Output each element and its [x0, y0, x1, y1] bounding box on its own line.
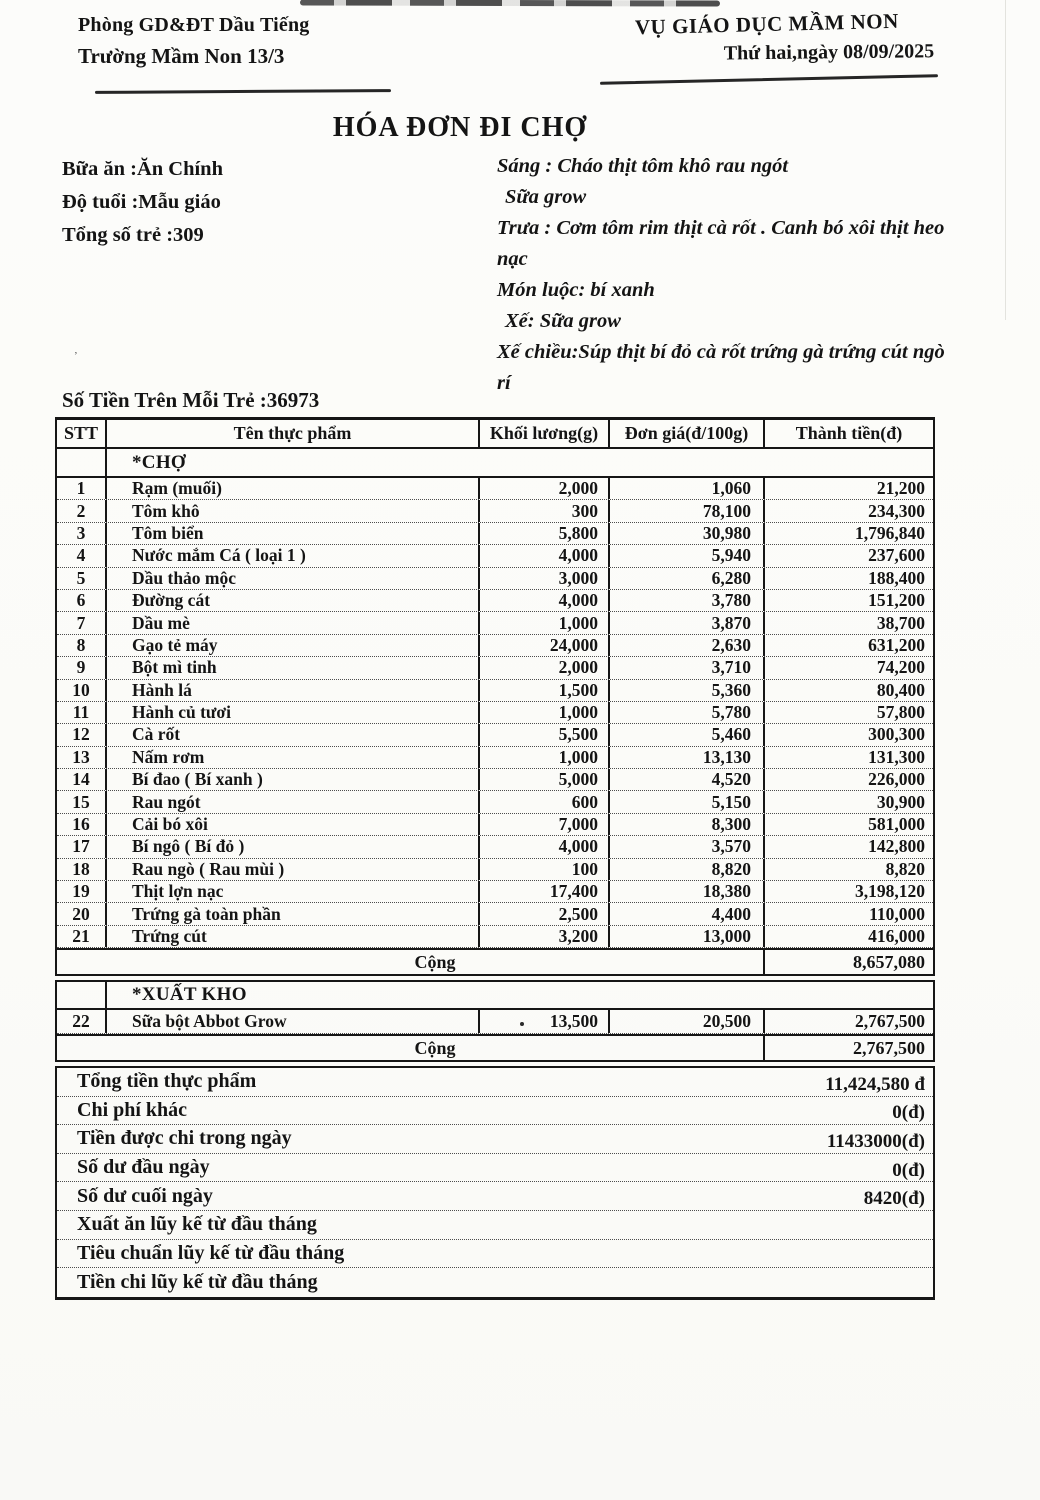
row-food-name: Bí đao ( Bí xanh )	[107, 769, 480, 790]
summary-row	[57, 1240, 933, 1269]
row-amount: 57,800	[876, 702, 925, 723]
row-food-name: Sữa bột Abbot Grow	[107, 1010, 480, 1033]
table-row	[57, 545, 933, 567]
letterhead-left-rule	[95, 89, 391, 94]
market-section-row	[57, 449, 933, 478]
row-food-name: Nấm rơm	[107, 747, 480, 768]
summary-value: 8420(đ)	[863, 1188, 925, 1210]
row-unit-price: 5,360	[610, 680, 765, 701]
scan-artifact-speck: ’	[74, 350, 78, 362]
row-weight: 5,000	[480, 769, 610, 790]
row-amount: 131,300	[868, 746, 925, 767]
row-food-name: Trứng cút	[107, 926, 480, 947]
row-unit-price: 2,630	[610, 635, 765, 656]
row-weight: 13,500	[480, 1010, 610, 1033]
menu-boiled-dish: Món luộc: bí xanh	[497, 279, 655, 301]
row-weight: 4,000	[480, 545, 610, 566]
row-weight: 1,000	[480, 702, 610, 723]
row-food-name: Thịt lợn nạc	[107, 881, 480, 902]
table-row	[57, 791, 933, 813]
row-weight: 7,000	[480, 814, 610, 835]
summary-row	[57, 1211, 933, 1240]
row-weight: 24,000	[480, 635, 610, 656]
row-unit-price: 5,460	[610, 724, 765, 745]
row-weight: 2,000	[480, 478, 610, 499]
summary-label: Số dư đầu ngày	[77, 1156, 210, 1179]
summary-row	[57, 1182, 933, 1211]
row-stt: 4	[57, 545, 107, 566]
row-amount: 38,700	[876, 612, 925, 633]
summary-label: Tiền được chi trong ngày	[77, 1127, 292, 1150]
summary-label: Chi phí khác	[77, 1098, 188, 1121]
table-row	[57, 635, 933, 657]
row-stt: 22	[57, 1010, 107, 1033]
summary-label: Tổng tiền thực phẩm	[77, 1070, 257, 1093]
row-weight: 3,200	[480, 926, 610, 947]
scan-artifact-edge-line	[1005, 0, 1006, 320]
row-amount: 30,900	[876, 791, 925, 812]
row-food-name: Dầu thảo mộc	[107, 568, 480, 589]
meal-info	[62, 153, 223, 252]
table-row	[57, 747, 933, 769]
letterhead-left	[78, 14, 310, 69]
summary-row	[57, 1154, 933, 1183]
row-stt: 7	[57, 612, 107, 633]
summary-box	[55, 1066, 935, 1300]
section-stt-blank	[57, 982, 107, 1008]
menu-lunch: Trưa : Cơm tôm rim thịt cà rốt . Canh bó xôi thịt heo nạc	[497, 217, 945, 270]
meal-type: Bữa ăn :Ăn Chính	[62, 158, 223, 180]
authority-name: VỤ GIÁO DỤC MẦM NON	[634, 8, 900, 40]
table-row	[57, 568, 933, 590]
row-unit-price: 5,780	[610, 702, 765, 723]
row-weight: 4,000	[480, 590, 610, 611]
row-weight: 1,000	[480, 612, 610, 633]
row-unit-price: 18,380	[610, 881, 765, 902]
summary-value: 0(đ)	[892, 1159, 925, 1181]
row-amount: 80,400	[876, 679, 925, 700]
market-total-row	[57, 948, 933, 974]
market-total-label: Cộng	[57, 950, 765, 974]
row-unit-price: 4,400	[610, 903, 765, 924]
row-stt: 18	[57, 859, 107, 880]
row-weight: 4,000	[480, 836, 610, 857]
table-row	[57, 590, 933, 612]
summary-value: 0(đ)	[892, 1102, 925, 1124]
row-food-name: Bí ngô ( Bí đỏ )	[107, 836, 480, 857]
warehouse-total-row	[57, 1034, 933, 1060]
table-row	[57, 881, 933, 903]
row-amount: 74,200	[876, 657, 925, 678]
row-unit-price: 6,280	[610, 568, 765, 589]
row-amount: 226,000	[868, 769, 925, 790]
row-weight: 100	[480, 859, 610, 880]
summary-label: Tiêu chuẩn lũy kế từ đầu tháng	[77, 1241, 345, 1264]
summary-value: 11,424,580 đ	[825, 1073, 925, 1095]
row-weight: 2,000	[480, 657, 610, 678]
children-count: Tổng số trẻ :309	[62, 224, 204, 246]
row-stt: 11	[57, 702, 107, 723]
menu-morning: Sáng : Cháo thịt tôm khô rau ngót	[497, 155, 789, 177]
row-unit-price: 8,300	[610, 814, 765, 835]
market-rows	[57, 478, 933, 948]
row-unit-price: 5,940	[610, 545, 765, 566]
warehouse-section-row	[57, 982, 933, 1010]
warehouse-table	[55, 980, 935, 1062]
row-stt: 10	[57, 680, 107, 701]
table-row	[57, 702, 933, 724]
table-row	[57, 903, 933, 925]
market-table	[55, 417, 935, 976]
warehouse-total-value: 2,767,500	[853, 1037, 925, 1058]
summary-row	[57, 1268, 933, 1297]
row-food-name: Nước mắm Cá ( loại 1 )	[107, 545, 480, 566]
row-amount: 234,300	[868, 500, 925, 521]
row-stt: 6	[57, 590, 107, 611]
scan-artifact-top-smudge	[300, 0, 720, 7]
row-stt: 3	[57, 523, 107, 544]
row-amount: 631,200	[868, 634, 925, 655]
summary-row	[57, 1097, 933, 1126]
row-unit-price: 20,500	[610, 1010, 765, 1033]
row-stt: 16	[57, 814, 107, 835]
table-row	[57, 926, 933, 948]
warehouse-section-label: *XUẤT KHO	[132, 984, 247, 1005]
summary-value: 11433000(đ)	[826, 1130, 925, 1152]
row-amount: 581,000	[868, 814, 925, 835]
document-date: Thứ hai,ngày 08/09/2025	[723, 40, 935, 65]
table-row	[57, 769, 933, 791]
row-stt: 14	[57, 769, 107, 790]
summary-label: Xuất ăn lũy kế từ đầu tháng	[77, 1213, 317, 1236]
row-amount: 151,200	[868, 590, 925, 611]
row-amount: 300,300	[868, 724, 925, 745]
row-weight: 2,500	[480, 903, 610, 924]
row-unit-price: 13,130	[610, 747, 765, 768]
menu-snack: Xế: Sữa grow	[505, 310, 621, 332]
summary-row	[57, 1068, 933, 1097]
row-food-name: Hành củ tươi	[107, 702, 480, 723]
table-row	[57, 859, 933, 881]
row-food-name: Bột mì tinh	[107, 657, 480, 678]
row-unit-price: 3,780	[610, 590, 765, 611]
header-weight: Khối lương(g)	[480, 420, 610, 447]
row-amount: 110,000	[869, 903, 925, 924]
letterhead-right	[596, 10, 939, 67]
table-header-row	[57, 420, 933, 449]
menu-milk: Sữa grow	[505, 186, 587, 208]
row-weight: 1,000	[480, 747, 610, 768]
market-total-value: 8,657,080	[853, 951, 925, 972]
row-food-name: Đường cát	[107, 590, 480, 611]
row-food-name: Rạm (muối)	[107, 478, 480, 499]
row-weight: 17,400	[480, 881, 610, 902]
department-name: Phòng GD&ĐT Dầu Tiếng	[78, 14, 310, 36]
header-amount: Thành tiền(đ)	[795, 423, 903, 443]
row-stt: 15	[57, 791, 107, 812]
row-weight: 1,500	[480, 680, 610, 701]
row-amount: 2,767,500	[855, 1011, 925, 1031]
row-unit-price: 30,980	[610, 523, 765, 544]
table-row	[57, 500, 933, 522]
table-row	[57, 1010, 933, 1034]
warehouse-rows	[57, 1010, 933, 1034]
row-stt: 9	[57, 657, 107, 678]
table-row	[57, 478, 933, 500]
table-row	[57, 657, 933, 679]
row-stt: 12	[57, 724, 107, 745]
row-food-name: Cải bó xôi	[107, 814, 480, 835]
market-section-label: *CHỢ	[132, 451, 186, 473]
row-amount: 1,796,840	[855, 522, 925, 543]
table-row	[57, 814, 933, 836]
row-amount: 8,820	[885, 858, 925, 879]
table-row	[57, 680, 933, 702]
row-food-name: Rau ngót	[107, 791, 480, 812]
row-amount: 142,800	[868, 836, 925, 857]
header-unit-price: Đơn giá(đ/100g)	[610, 420, 765, 447]
row-unit-price: 3,570	[610, 836, 765, 857]
row-food-name: Trứng gà toàn phần	[107, 903, 480, 924]
menu-afternoon-snack: Xế chiều:Súp thịt bí đỏ cà rốt trứng gà trứng cút ngò rí	[497, 341, 945, 394]
daily-menu	[497, 151, 955, 399]
row-unit-price: 5,150	[610, 791, 765, 812]
row-food-name: Cà rốt	[107, 724, 480, 745]
page-title: HÓA ĐƠN ĐI CHỢ	[332, 112, 588, 143]
row-weight: 300	[480, 500, 610, 521]
row-food-name: Rau ngò ( Rau mùi )	[107, 859, 480, 880]
row-unit-price: 8,820	[610, 859, 765, 880]
amount-per-child: Số Tiền Trên Mỗi Trẻ :36973	[62, 388, 320, 412]
row-stt: 13	[57, 747, 107, 768]
row-stt: 20	[57, 903, 107, 924]
row-food-name: Gạo tẻ máy	[107, 635, 480, 656]
row-stt: 1	[57, 478, 107, 499]
row-stt: 2	[57, 500, 107, 521]
row-amount: 416,000	[868, 926, 925, 946]
row-unit-price: 3,710	[610, 657, 765, 678]
row-amount: 21,200	[876, 478, 925, 499]
summary-label: Số dư cuối ngày	[77, 1184, 213, 1207]
row-stt: 19	[57, 881, 107, 902]
row-weight: 3,000	[480, 568, 610, 589]
letterhead-right-rule	[600, 74, 938, 85]
section-stt-blank	[57, 449, 107, 476]
row-amount: 237,600	[868, 545, 925, 566]
row-food-name: Tôm khô	[107, 500, 480, 521]
row-stt: 5	[57, 568, 107, 589]
row-amount: 188,400	[868, 567, 925, 588]
row-unit-price: 3,870	[610, 612, 765, 633]
row-unit-price: 13,000	[610, 926, 765, 947]
summary-row	[57, 1125, 933, 1154]
row-stt: 21	[57, 926, 107, 947]
age-group: Độ tuổi :Mẫu giáo	[62, 191, 221, 213]
table-row	[57, 724, 933, 746]
row-stt: 17	[57, 836, 107, 857]
school-name: Trường Mầm Non 13/3	[78, 44, 285, 68]
warehouse-total-label: Cộng	[57, 1036, 765, 1060]
row-weight: 5,500	[480, 724, 610, 745]
row-stt: 8	[57, 635, 107, 656]
row-food-name: Hành lá	[107, 680, 480, 701]
row-weight: 5,800	[480, 523, 610, 544]
table-row	[57, 836, 933, 858]
row-unit-price: 4,520	[610, 769, 765, 790]
header-food-name: Tên thực phẩm	[107, 420, 480, 447]
table-row	[57, 523, 933, 545]
row-weight: 600	[480, 791, 610, 812]
table-row	[57, 612, 933, 634]
row-unit-price: 1,060	[610, 478, 765, 499]
row-unit-price: 78,100	[610, 500, 765, 521]
row-amount: 3,198,120	[855, 881, 925, 902]
row-food-name: Dầu mè	[107, 612, 480, 633]
row-food-name: Tôm biển	[107, 523, 480, 544]
summary-label: Tiền chi lũy kế từ đầu tháng	[77, 1270, 318, 1293]
header-stt: STT	[57, 420, 107, 447]
